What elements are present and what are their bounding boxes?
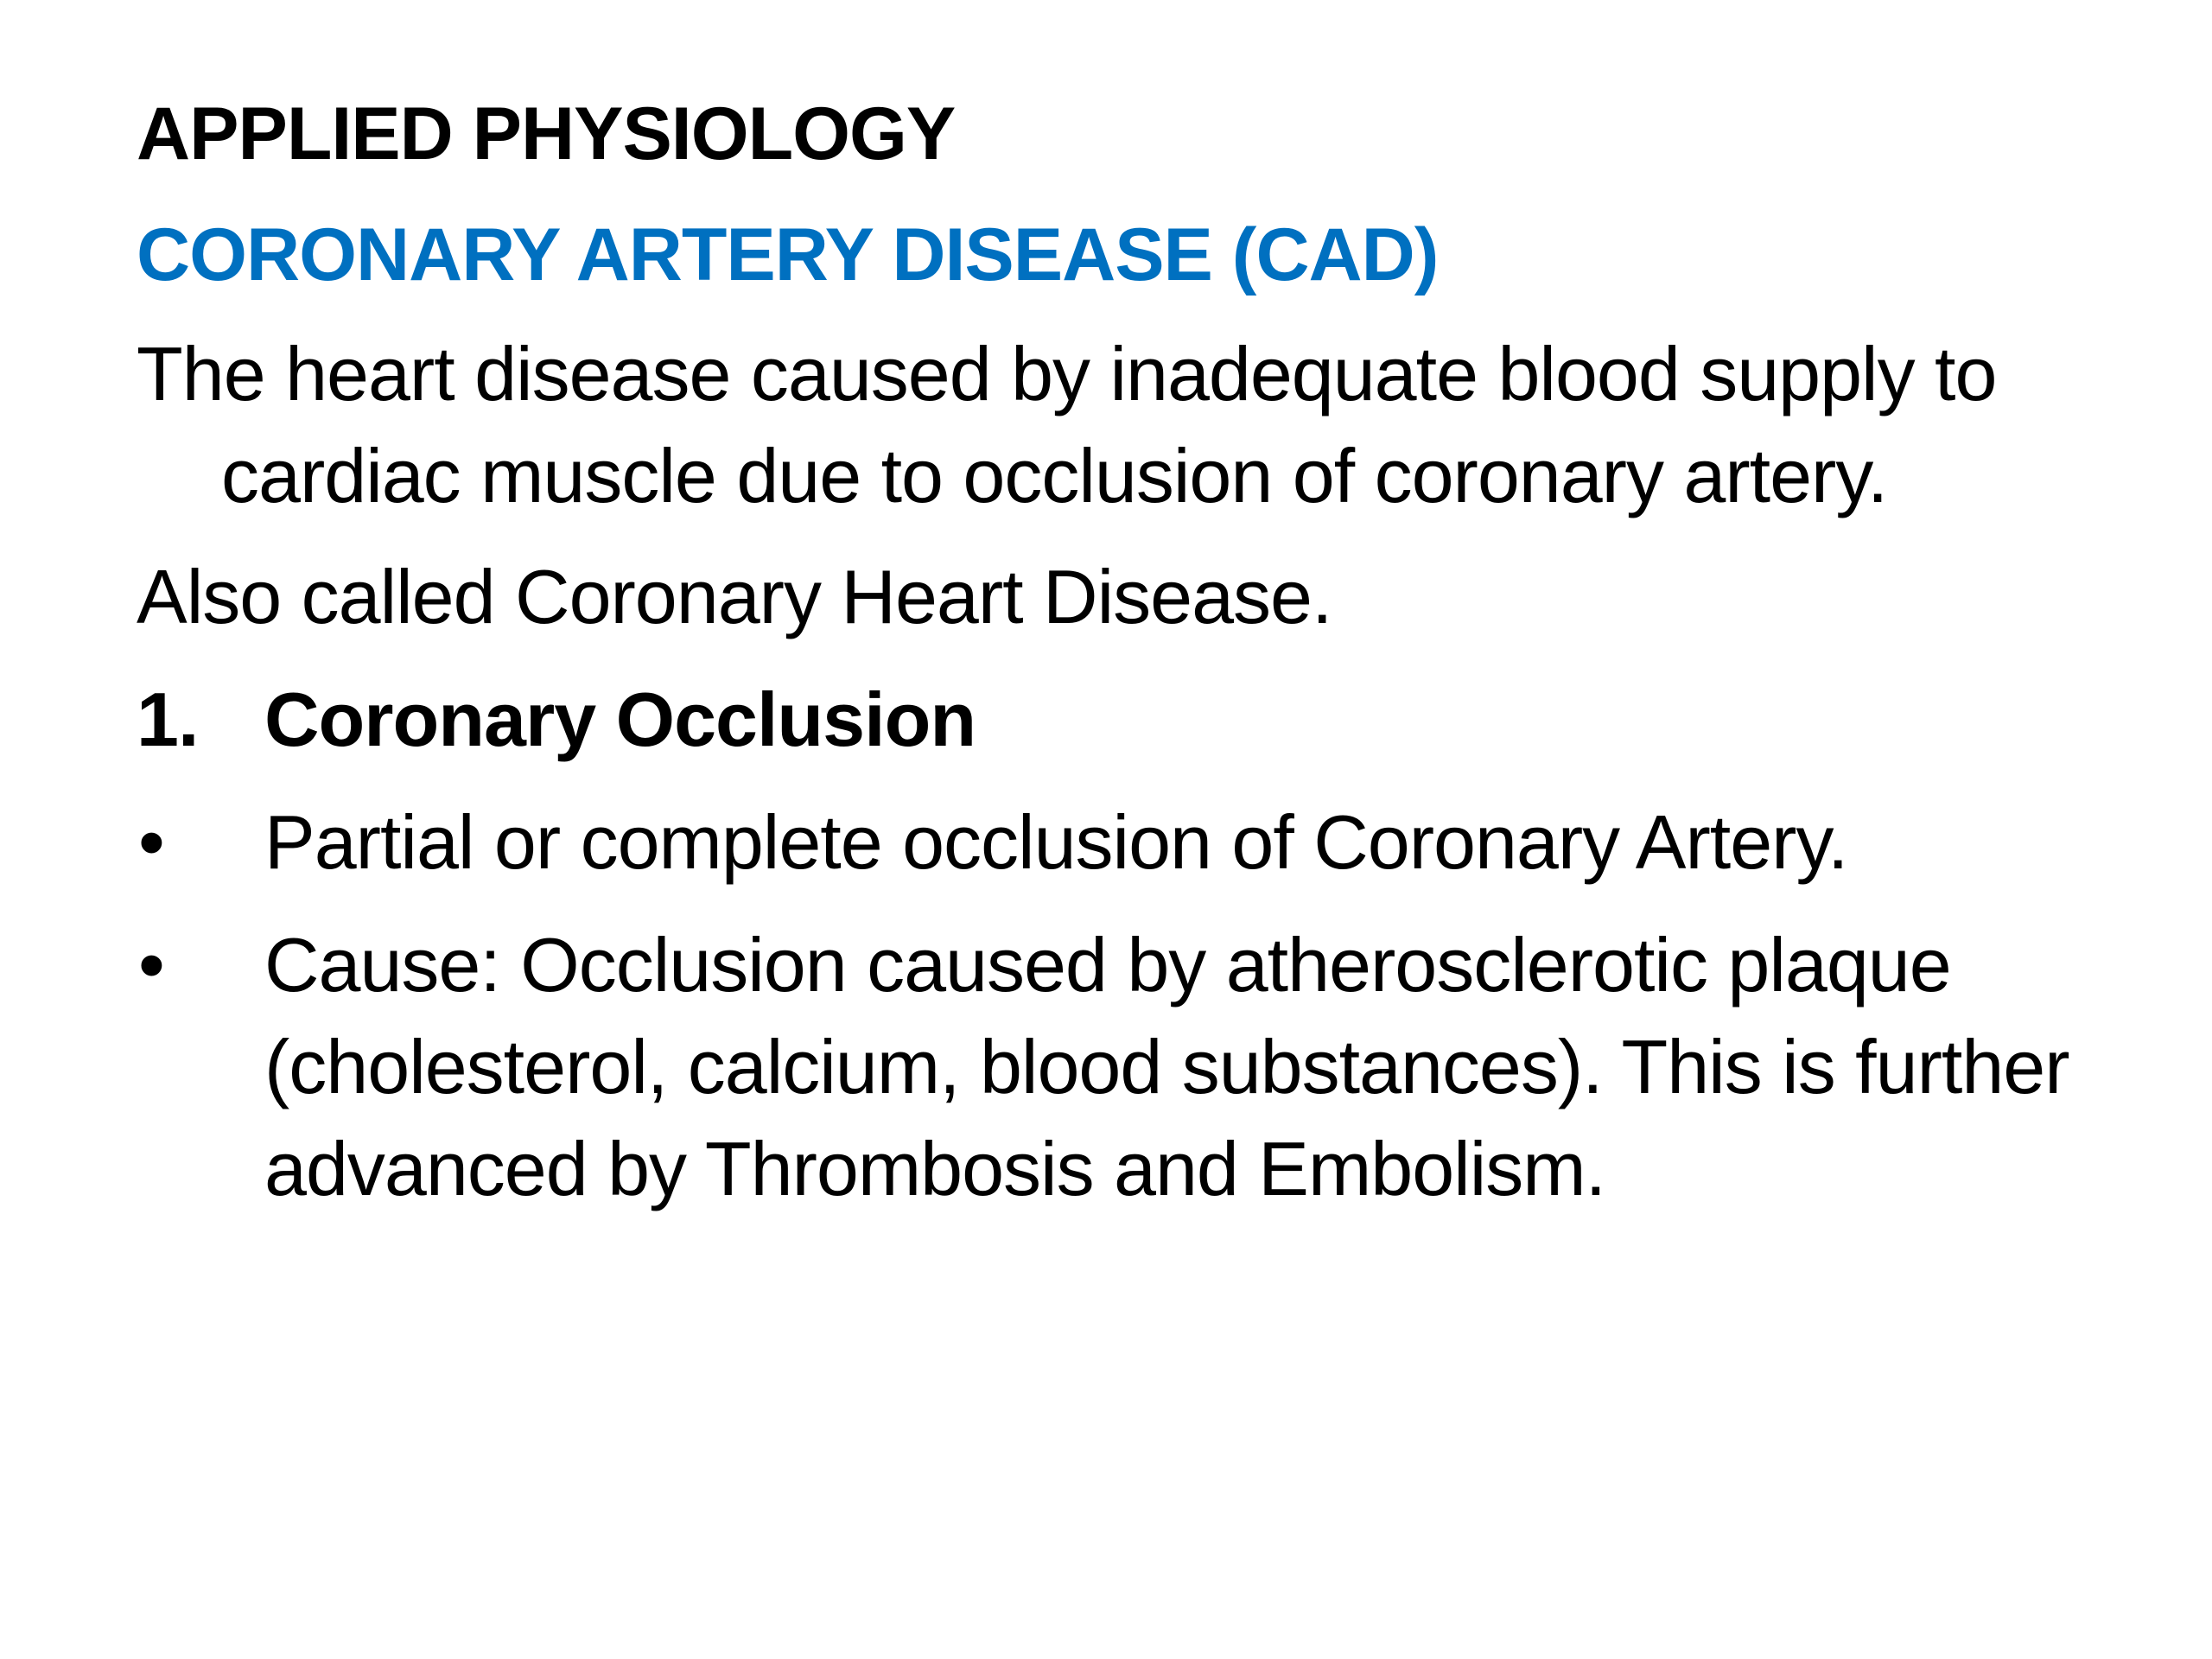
section-number: 1. <box>137 677 199 762</box>
bullet-marker: • <box>138 922 164 1007</box>
bullet-item <box>137 791 2124 893</box>
slide-subheading: CORONARY ARTERY DISEASE (CAD) <box>137 213 1439 296</box>
bullet-marker: • <box>138 799 164 885</box>
bullet-item <box>137 914 2124 1220</box>
bullet-text: Cause: Occlusion caused by atherosclerotic plaque (cholesterol, calcium, blood substances). This is further advanced by Thrombosis and Embolism. <box>264 922 2069 1211</box>
slide-content <box>137 76 2124 1220</box>
definition-paragraph: The heart disease caused by inadequate blood supply to cardiac muscle due to occlusion of coronary artery. <box>137 331 1997 518</box>
section-heading <box>137 669 2124 771</box>
bullet-text: Partial or complete occlusion of Coronary Artery. <box>264 799 1848 885</box>
section-title: Coronary Occlusion <box>264 677 976 762</box>
slide-heading: APPLIED PHYSIOLOGY <box>137 92 956 175</box>
alias-paragraph: Also called Coronary Heart Disease. <box>137 554 1332 639</box>
